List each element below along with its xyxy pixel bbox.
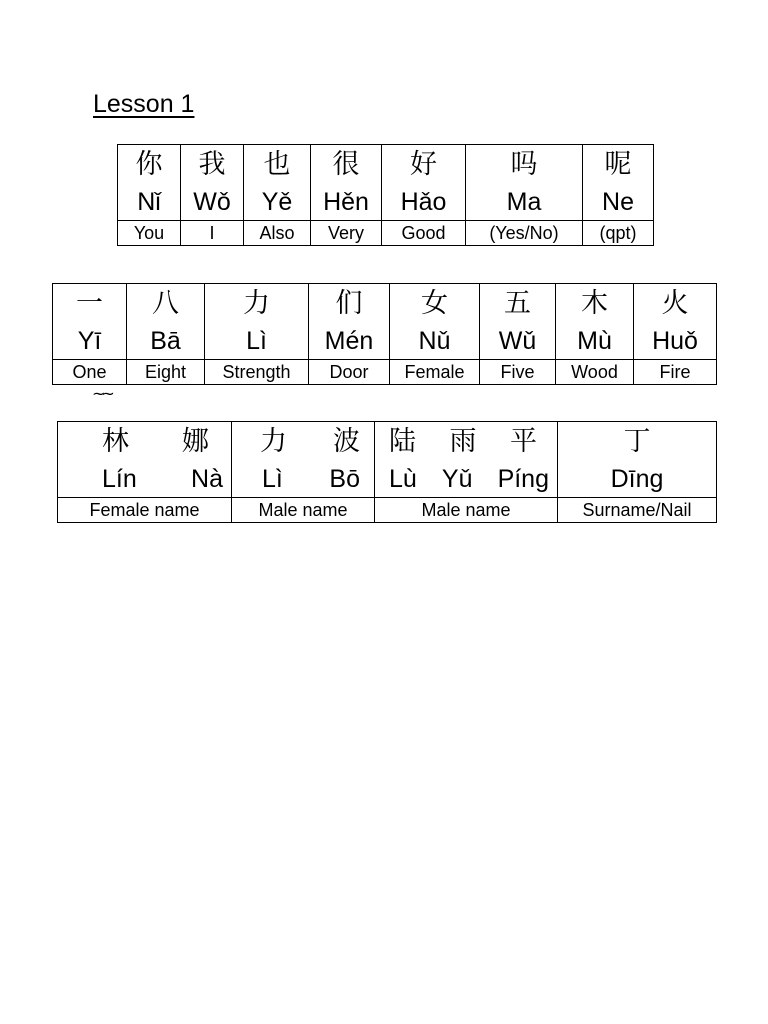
pinyin-cell: Mén [309, 324, 390, 360]
english-cell: Female name [58, 498, 232, 523]
lesson-title: Lesson 1 [93, 90, 195, 118]
english-cell: One [53, 360, 127, 385]
pinyin-cell: Ma [466, 185, 583, 221]
english-cell: I [181, 221, 244, 246]
pinyin-cell: Hěn [311, 185, 382, 221]
pinyin-cell: Nǐ [118, 185, 181, 221]
english-cell: Eight [127, 360, 205, 385]
tilde-mark: ~~ [92, 384, 111, 403]
pinyin: Lì [262, 465, 283, 493]
english-cell: Surname/Nail [558, 498, 717, 523]
pinyin: Yǔ [441, 465, 473, 493]
pinyin-cell-group1 [58, 462, 232, 498]
pinyin-cell: Mù [556, 324, 634, 360]
english-cell: Male name [375, 498, 558, 523]
vocab-table-1 [117, 144, 654, 246]
hanzi-cell: 一 [53, 284, 127, 325]
hanzi-cell: 我 [181, 145, 244, 186]
pinyin-cell: Bā [127, 324, 205, 360]
hanzi-cell: 五 [480, 284, 556, 325]
english-cell: Male name [232, 498, 375, 523]
english-cell: Very [311, 221, 382, 246]
english-cell: Good [382, 221, 466, 246]
english-cell: Fire [634, 360, 717, 385]
pinyin: Nà [191, 465, 223, 493]
pinyin-cell: Hǎo [382, 185, 466, 221]
english-cell: Wood [556, 360, 634, 385]
hanzi: 力 [260, 426, 287, 457]
vocab-table-3 [57, 421, 717, 523]
pinyin-cell: Lì [205, 324, 309, 360]
hanzi-cell: 很 [311, 145, 382, 186]
hanzi-cell-group1 [58, 422, 232, 463]
hanzi-cell-group4: 丁 [558, 422, 717, 463]
english-cell: (qpt) [583, 221, 654, 246]
hanzi: 雨 [449, 426, 477, 457]
hanzi-cell: 力 [205, 284, 309, 325]
pinyin: Lù [389, 465, 417, 493]
pinyin-cell-group2 [232, 462, 375, 498]
pinyin-cell: Yī [53, 324, 127, 360]
english-cell: Door [309, 360, 390, 385]
english-cell: Five [480, 360, 556, 385]
hanzi: 波 [333, 426, 360, 457]
english-cell: Female [390, 360, 480, 385]
english-cell: Strength [205, 360, 309, 385]
pinyin-cell: Wǔ [480, 324, 556, 360]
hanzi-cell: 八 [127, 284, 205, 325]
pinyin-cell-group3 [375, 462, 558, 498]
pinyin: Lín [102, 465, 137, 493]
hanzi-cell: 女 [390, 284, 480, 325]
hanzi-cell-group3 [375, 422, 558, 463]
hanzi: 平 [510, 426, 537, 457]
hanzi-cell: 木 [556, 284, 634, 325]
hanzi-cell: 呢 [583, 145, 654, 186]
english-cell: (Yes/No) [466, 221, 583, 246]
pinyin-cell: Ne [583, 185, 654, 221]
hanzi-cell-group2 [232, 422, 375, 463]
hanzi-cell: 也 [244, 145, 311, 186]
hanzi-cell: 火 [634, 284, 717, 325]
hanzi-cell: 你 [118, 145, 181, 186]
pinyin-cell: Wǒ [181, 185, 244, 221]
pinyin-cell: Nǔ [390, 324, 480, 360]
pinyin-cell-group4: Dīng [558, 462, 717, 498]
pinyin: Píng [497, 465, 549, 493]
hanzi: 陆 [389, 426, 416, 457]
pinyin-cell: Yě [244, 185, 311, 221]
pinyin-cell: Huǒ [634, 324, 717, 360]
hanzi-cell: 好 [382, 145, 466, 186]
hanzi: 娜 [182, 426, 209, 457]
pinyin: Bō [329, 465, 360, 493]
hanzi: 林 [102, 426, 129, 457]
vocab-table-2 [52, 283, 717, 385]
english-cell: You [118, 221, 181, 246]
hanzi-cell: 们 [309, 284, 390, 325]
hanzi-cell: 吗 [466, 145, 583, 186]
english-cell: Also [244, 221, 311, 246]
